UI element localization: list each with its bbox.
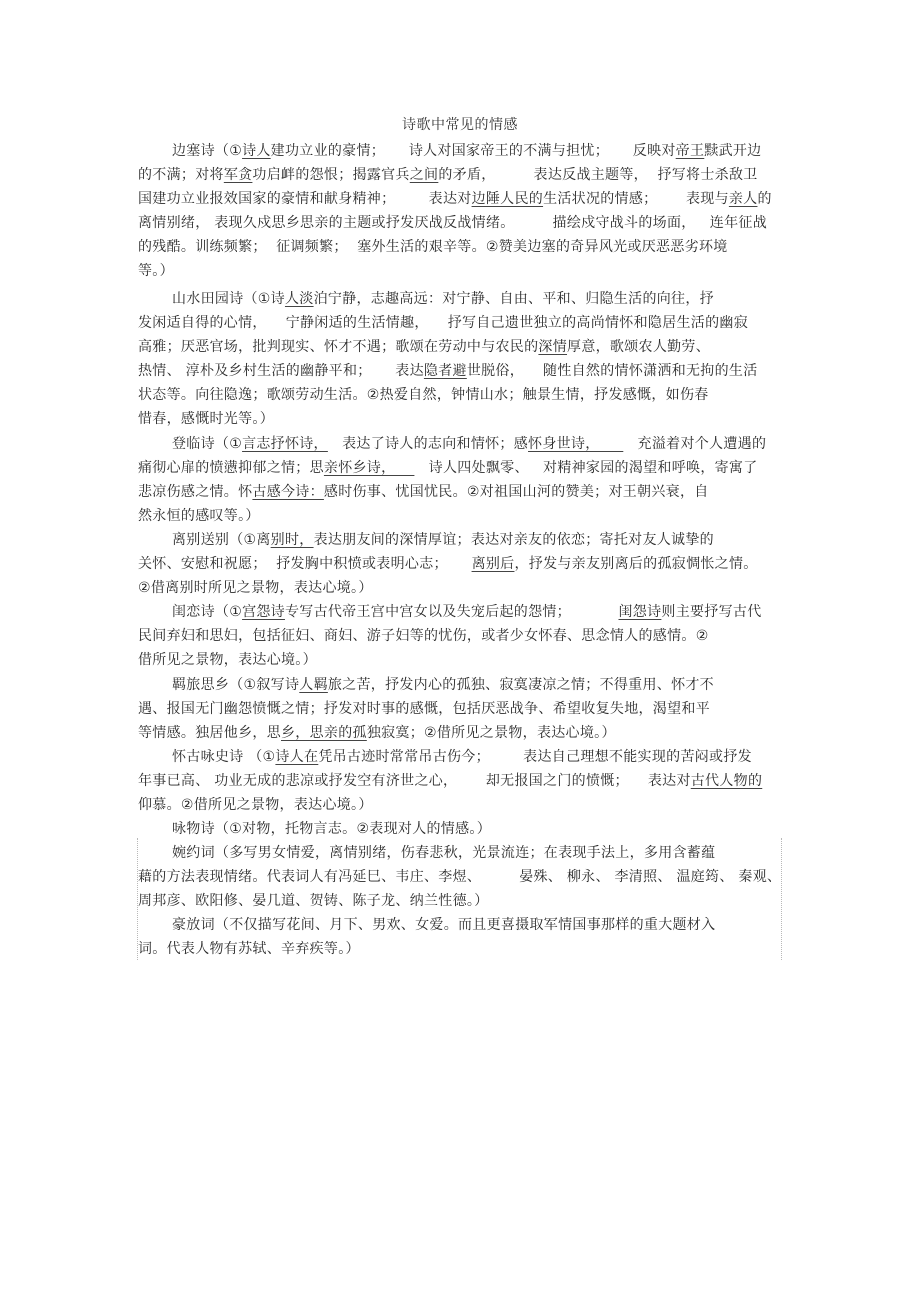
text-run: 边塞诗（① bbox=[172, 143, 243, 159]
underlined-text: 边陲人民的 bbox=[471, 191, 544, 207]
text-run: 然永恒的感叹等。） bbox=[138, 508, 260, 524]
text-line bbox=[138, 723, 616, 743]
text-run: 热情、 淳朴及乡村生活的幽静平和； 表达 bbox=[138, 363, 424, 379]
text-line bbox=[138, 337, 710, 357]
text-run: 闺恋诗（① bbox=[172, 604, 243, 620]
text-run: 豪放词（不仅描写花间、月下、男欢、女爱。而且更喜摄取军情国事那样的重大题材入 bbox=[172, 917, 716, 933]
text-run: 等。） bbox=[138, 263, 174, 279]
text-line bbox=[138, 554, 758, 574]
text-line bbox=[172, 747, 752, 767]
text-run: 建功立业的豪情； 诗人对国家帝王的不满与担忧； 反映对 bbox=[270, 143, 676, 159]
text-run: 惜春，感慨时光等。） bbox=[138, 411, 274, 427]
text-line bbox=[138, 313, 748, 333]
text-run: 诗人四处飘零、 对精神家园的渴望和呼唤，寄寓了 bbox=[414, 460, 758, 476]
text-line bbox=[138, 650, 317, 670]
text-line bbox=[138, 771, 762, 791]
text-line bbox=[138, 189, 772, 209]
text-run: 年事已高、 功业无成的悲凉或抒发空有济世之心， 却无报国之门的愤慨； 表达对 bbox=[138, 773, 691, 789]
underlined-text: 宫怨诗 bbox=[242, 604, 285, 620]
text-run: 状态等。向往隐逸；歌颂劳动生活。②热爱自然，钟情山水；触景生情，抒发感慨，如伤春 bbox=[138, 387, 709, 403]
underlined-text: 之间 bbox=[409, 167, 439, 183]
text-run: 则主要抒写古代 bbox=[661, 604, 762, 620]
underlined-text: 人淡 bbox=[284, 291, 314, 307]
underlined-text: 人羁 bbox=[299, 677, 328, 693]
text-run: 民间弃妇和思妇，包括征妇、商妇、游子妇等的忧伤，或者少女怀春、思念情人的感情。② bbox=[138, 628, 709, 644]
text-run: 痛彻心扉的愤懑抑郁之情；思 bbox=[138, 460, 324, 476]
text-line bbox=[172, 602, 762, 622]
underlined-text: 隐者避 bbox=[423, 363, 467, 379]
text-line bbox=[172, 915, 715, 935]
text-line bbox=[138, 385, 709, 405]
underlined-text: 乡，思亲的孤 bbox=[281, 725, 367, 741]
text-run: ②借离别时所见之景物，表达心境。） bbox=[138, 580, 373, 596]
text-line bbox=[138, 867, 781, 887]
document-title: 诗歌中常见的情感 bbox=[402, 117, 518, 133]
text-run: 怀古咏史诗 （① bbox=[172, 749, 276, 765]
text-line bbox=[138, 409, 274, 429]
text-run: 遇、报国无门幽怨愤慨之情；抒发对时事的感慨，包括厌恶战争、希望收复失地，渴望和平 bbox=[138, 701, 710, 717]
underlined-text: 别时， bbox=[270, 532, 314, 548]
text-run: 世脱俗， 随性自然的情怀潇洒和无拘的生活 bbox=[466, 363, 758, 379]
text-run: 充溢着对个人遭遇的 bbox=[623, 436, 767, 452]
text-line bbox=[138, 261, 174, 281]
underlined-text: 诗人 bbox=[242, 143, 271, 159]
text-line bbox=[172, 675, 714, 695]
text-run: 的 bbox=[757, 191, 772, 207]
text-run: 等情感。独居他乡，思 bbox=[138, 725, 281, 741]
text-run: 离情别绪， 表现久戍思乡思亲的主题或抒发厌战反战情绪。 描绘戍守战斗的场面， 连年征战 bbox=[138, 215, 767, 231]
text-run: 悲凉伤感之情。怀 bbox=[138, 484, 253, 500]
text-run: 借所见之景物，表达心境。） bbox=[138, 652, 317, 668]
text-run: 藉的方法表现情绪。代表词人有冯延巳、韦庄、李煜、 晏殊、 柳永、 李清照、 温庭筠、 秦观、 bbox=[138, 869, 782, 885]
text-run: 独寂寞；②借所见之景物，表达心境。） bbox=[366, 725, 616, 741]
text-line bbox=[172, 530, 714, 550]
text-run: 旅之苦，抒发内心的孤独、寂寞凄凉之情；不得重用、怀才不 bbox=[327, 677, 714, 693]
text-run: 登临诗（① bbox=[172, 436, 243, 452]
text-run: 高雅；厌恶官场，批判现实、怀才不遇；歌颂在劳动中与农民的 bbox=[138, 339, 539, 355]
text-line bbox=[138, 795, 373, 815]
text-run: 国建功立业报效国家的豪情和献身精神； 表达对 bbox=[138, 191, 472, 207]
underlined-text: 诗人在 bbox=[275, 749, 319, 765]
underlined-text: 闺怨诗 bbox=[618, 604, 662, 620]
underlined-text: 古感今诗： bbox=[252, 484, 324, 500]
text-run: 表达朋友间的深情厚谊；表达对亲友的依恋；寄托对友人诚挚的 bbox=[313, 532, 714, 548]
text-line bbox=[172, 819, 491, 839]
text-line bbox=[172, 434, 766, 454]
text-line bbox=[138, 482, 709, 502]
text-line bbox=[138, 361, 758, 381]
underlined-text: 亲怀乡诗， bbox=[323, 460, 415, 476]
text-run: 发闲适自得的心情， 宁静闲适的生活情趣， 抒写自己遗世独立的高尚情怀和隐居生活的幽寂 bbox=[138, 315, 748, 331]
text-run: 表达了诗人的志向和情怀；感 bbox=[327, 436, 529, 452]
text-line bbox=[138, 626, 709, 646]
underlined-text: 怀身世诗， bbox=[528, 436, 624, 452]
text-line bbox=[172, 843, 715, 863]
text-run: 黩武开边 bbox=[704, 143, 762, 159]
text-run: 仰慕。②借所见之景物，表达心境。） bbox=[138, 797, 373, 813]
text-run: 泊宁静，志趣高远：对宁静、自由、平和、归隐生活的向往，抒 bbox=[313, 291, 714, 307]
text-line bbox=[172, 141, 761, 161]
text-run: 婉约词（多写男女情爱，离情别绪，伤春悲秋，光景流连；在表现手法上，多用含蓄蕴 bbox=[172, 845, 716, 861]
underlined-text: 言志抒怀诗， bbox=[242, 436, 328, 452]
text-run: 专写古代帝王宫中宫女以及失宠后起的怨情； bbox=[284, 604, 619, 620]
box-border-right bbox=[781, 838, 782, 960]
text-line bbox=[138, 506, 260, 526]
text-run: 生活状况的情感； 表现与 bbox=[543, 191, 729, 207]
text-line bbox=[138, 939, 360, 959]
text-run: 的不满；对将 bbox=[138, 167, 224, 183]
text-line bbox=[138, 458, 758, 478]
text-run: 的矛盾， 表达反战主题等， 抒写将士杀敌卫 bbox=[438, 167, 758, 183]
underlined-text: 古代人物的 bbox=[690, 773, 763, 789]
text-run: 羁旅思乡（①叙写诗 bbox=[172, 677, 300, 693]
text-run: 咏物诗（①对物，托物言志。②表现对人的情感。） bbox=[172, 821, 491, 837]
text-run: 周邦彦、欧阳修、晏几道、贺铸、陈子龙、纳兰性德。） bbox=[138, 893, 489, 909]
box-border-left bbox=[137, 838, 138, 960]
text-line bbox=[138, 699, 710, 719]
text-run: ，抒发与亲友别离后的孤寂惆怅之情。 bbox=[514, 556, 758, 572]
text-run: 的残酷。训练频繁； 征调频繁； 塞外生活的艰辛等。②赞美边塞的奇异风光或厌恶恶劣环境 bbox=[138, 239, 728, 255]
text-run: 词。代表人物有苏轼、辛弃疾等。） bbox=[138, 941, 360, 957]
text-run: 功启衅的怨恨；揭露官兵 bbox=[252, 167, 410, 183]
text-line bbox=[138, 237, 728, 257]
text-run: 山水田园诗（①诗 bbox=[172, 291, 285, 307]
text-line bbox=[138, 165, 758, 185]
text-run: 厚意，歌颂农人勤劳、 bbox=[567, 339, 711, 355]
underlined-text: 离别后 bbox=[471, 556, 515, 572]
text-line bbox=[172, 289, 714, 309]
text-run: 感时伤事、忧国忧民。②对祖国山河的赞美；对王朝兴衰，自 bbox=[323, 484, 709, 500]
underlined-text: 军贪 bbox=[223, 167, 253, 183]
text-line bbox=[138, 213, 767, 233]
text-run: 关怀、安慰和祝愿； 抒发胸中积愤或表明心志； bbox=[138, 556, 472, 572]
text-run: 凭吊古迹时常常吊古伤今； 表达自己理想不能实现的苦闷或抒发 bbox=[318, 749, 752, 765]
text-line bbox=[138, 891, 489, 911]
underlined-text: 亲人 bbox=[728, 191, 758, 207]
underlined-text: 帝王 bbox=[675, 143, 705, 159]
text-line bbox=[138, 578, 373, 598]
underlined-text: 深情 bbox=[538, 339, 568, 355]
text-run: 离别送别（①离 bbox=[172, 532, 271, 548]
